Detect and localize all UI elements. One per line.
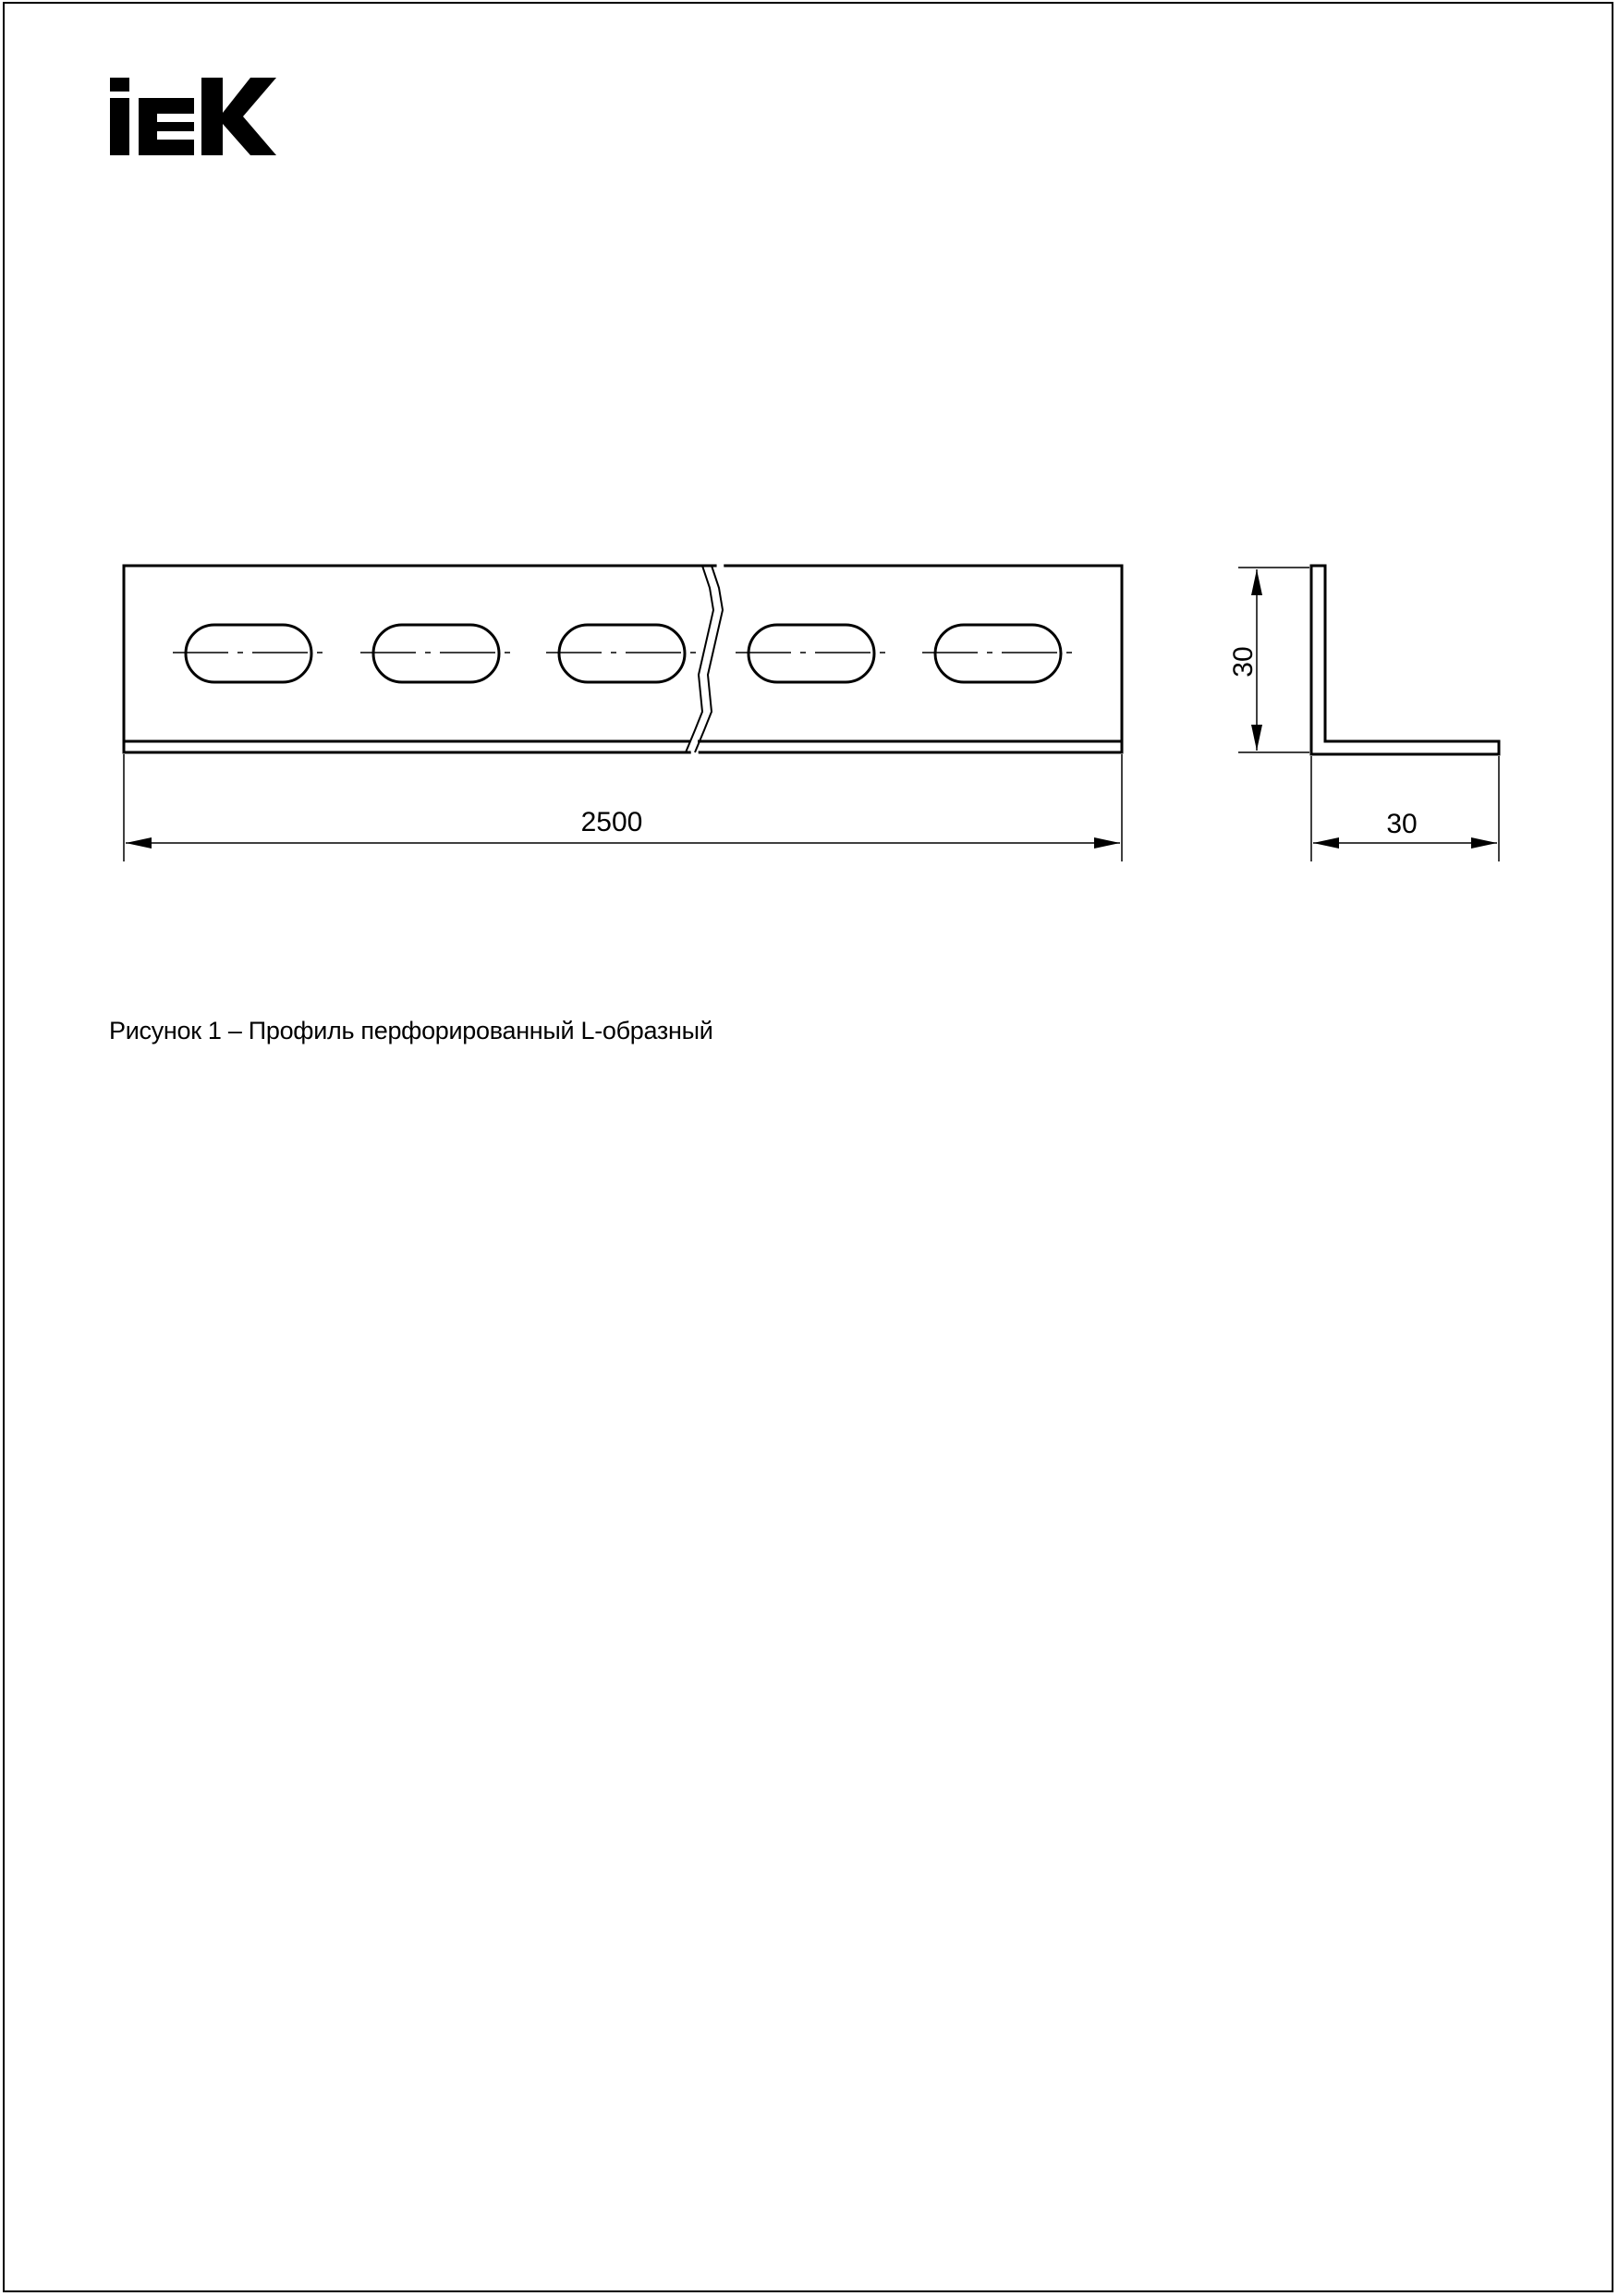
break-line (695, 566, 723, 752)
profile-right-part (124, 566, 1122, 752)
dim-height-label: 30 (1228, 646, 1259, 678)
dim-width-label: 30 (1386, 809, 1418, 839)
figure-caption: Рисунок 1 – Профиль перфорированный L-образный (109, 1017, 713, 1044)
section-view (1311, 566, 1499, 754)
slot-hole (749, 625, 874, 682)
slot-hole (186, 625, 311, 682)
break-line (686, 566, 713, 752)
slot-hole (373, 625, 499, 682)
front-view (124, 566, 1122, 752)
technical-drawing (0, 0, 1619, 924)
dim-length-label: 2500 (580, 807, 643, 837)
slot-hole (559, 625, 685, 682)
profile-left-part (124, 566, 1122, 752)
slot-hole (935, 625, 1061, 682)
